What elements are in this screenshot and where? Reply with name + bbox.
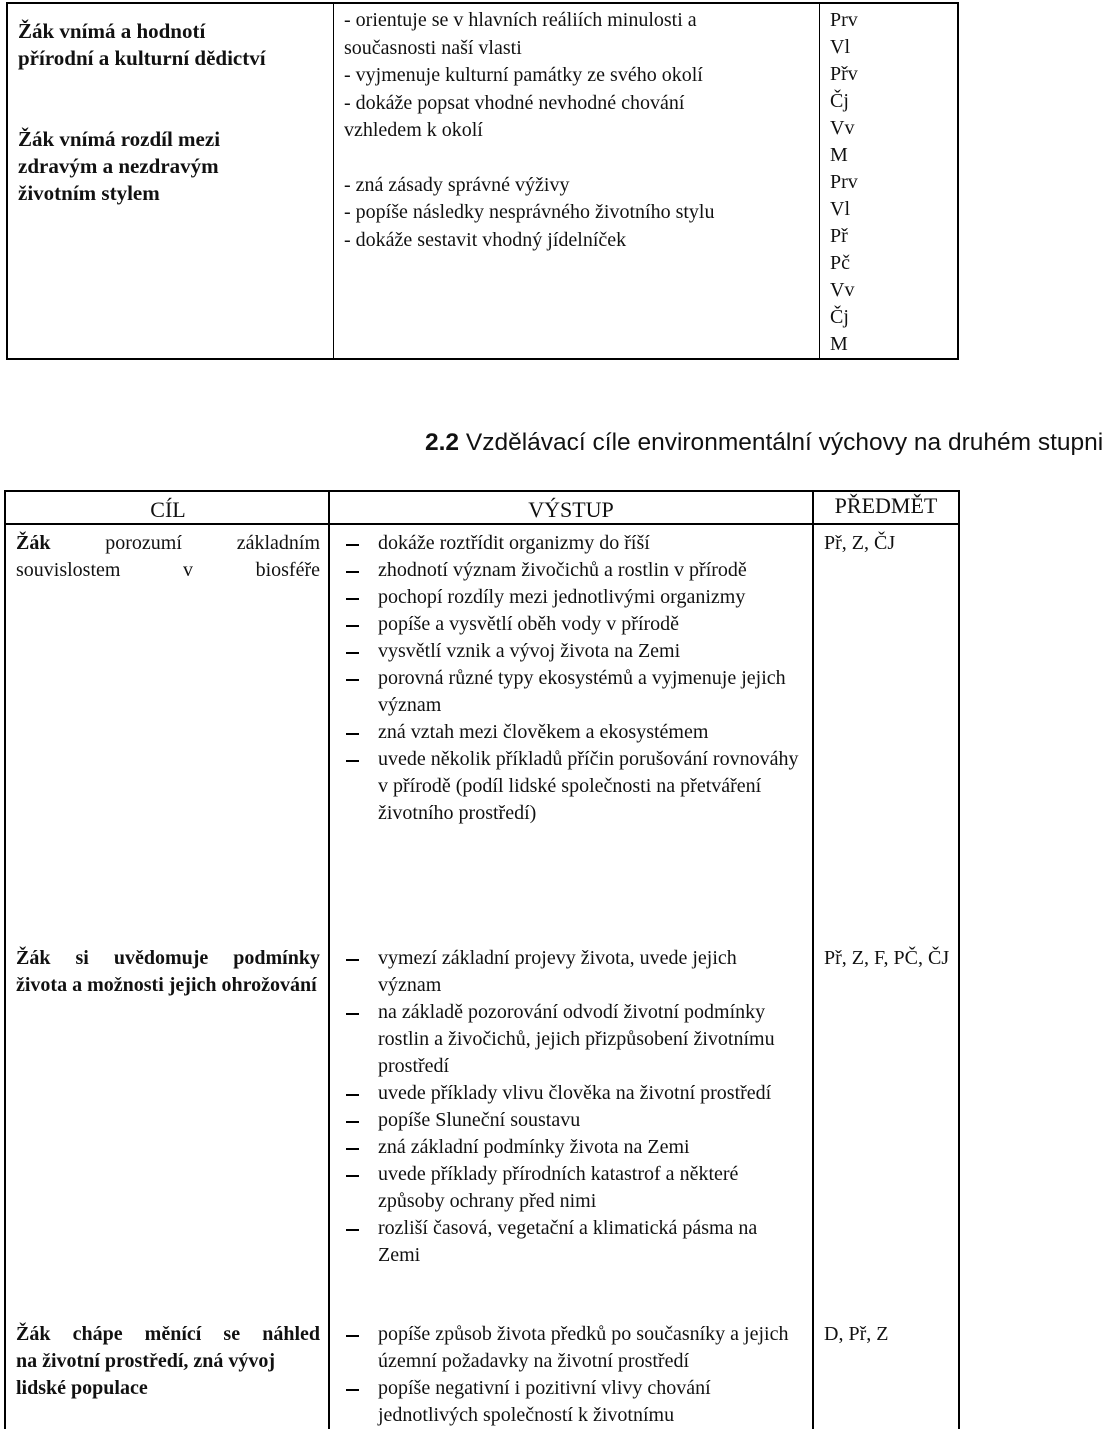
list-item (338, 1215, 804, 1269)
subject-code: M (830, 144, 848, 166)
output-line: - dokáže popsat vhodné nevhodné chování (344, 91, 685, 114)
list-item (338, 1375, 804, 1429)
output-text: zhodnotí význam živočichů a rostlin v přírodě (378, 559, 747, 581)
subject-cell: Př, Z, ČJ (813, 524, 959, 940)
output-line: - orientuje se v hlavních reáliích minulosti a (344, 9, 697, 31)
list-item (338, 1161, 804, 1215)
output-text: zná vztah mezi člověkem a ekosystémem (378, 721, 709, 743)
subject-cell: Př, Z, F, PČ, ČJ (813, 940, 959, 1316)
list-item (338, 611, 804, 638)
goal-line: Žák vnímá a hodnotí (18, 19, 206, 43)
column-header-subject: PŘEDMĚT (813, 491, 959, 524)
goal-line: života a možnosti jejich ohrožování (16, 974, 317, 996)
output-text: vysvětlí vznik a vývoj života na Zemi (378, 640, 681, 662)
output-list (338, 530, 804, 827)
subject-cell: D, Př, Z (813, 1316, 959, 1429)
list-item (338, 665, 804, 719)
list-item (338, 530, 804, 557)
goal-line: zdravým a nezdravým (18, 154, 219, 178)
subject-code: Vv (830, 117, 855, 139)
subject-code: Vl (830, 36, 850, 58)
subject-code: Přv (830, 63, 858, 85)
section-title: Vzdělávací cíle environmentální výchovy na druhém stupni (465, 429, 1103, 456)
output-cell (334, 3, 820, 359)
output-text: vymezí základní projevy života, uvede jejich význam (378, 947, 737, 996)
output-cell (329, 940, 813, 1316)
output-text: dokáže roztřídit organizmy do říší (378, 532, 650, 554)
output-line: současnosti naší vlasti (344, 36, 522, 59)
goal-cell (5, 524, 329, 940)
table-row (5, 524, 959, 940)
output-line: - zná zásady správné výživy (344, 173, 570, 196)
goal-text (16, 945, 320, 999)
section-heading (425, 427, 1103, 459)
table-header-row (5, 491, 959, 524)
column-header-output: VÝSTUP (329, 491, 813, 524)
goal-line: přírodní a kulturní dědictví (18, 46, 266, 70)
goal-line: na životní prostředí, zná vývoj lidské populace (16, 1350, 276, 1399)
goal-text (16, 530, 320, 584)
goal-line: Žák vnímá rozdíl mezi (18, 127, 221, 151)
output-line: - dokáže sestavit vhodný jídelníček (344, 228, 627, 251)
output-text: uvede příklady přírodních katastrof a některé způsoby ochrany před nimi (378, 1163, 739, 1212)
subject-code: Čj (830, 90, 849, 112)
table-row (7, 3, 958, 359)
output-line: vzhledem k okolí (344, 119, 483, 141)
goal-line: životním stylem (18, 181, 160, 205)
list-item (338, 1321, 804, 1375)
subject-code: Prv (830, 171, 858, 193)
output-text: popíše a vysvětlí oběh vody v přírodě (378, 613, 680, 635)
goal-subject: Žák (16, 532, 51, 554)
subject-code: Čj (830, 306, 849, 328)
output-cell (329, 524, 813, 940)
output-text: na základě pozorování odvodí životní podmínky rostlin a živočichů, jejich přizpůsobení životnímu prostředí (378, 1001, 775, 1077)
subject-code: Pč (830, 252, 850, 274)
top-table (6, 2, 959, 360)
output-text: pochopí rozdíly mezi jednotlivými organizmy (378, 586, 746, 608)
list-item (338, 638, 804, 665)
subject-code: Vl (830, 198, 850, 220)
goal-text (16, 1321, 320, 1402)
goals-table (4, 490, 960, 1429)
goal-cell (5, 940, 329, 1316)
goal-line: Žák si uvědomuje podmínky (16, 947, 320, 969)
list-item (338, 945, 804, 999)
output-text: rozliší časová, vegetační a klimatická pásma na Zemi (378, 1217, 758, 1266)
list-item (338, 1080, 804, 1107)
output-line: - vyjmenuje kulturní památky ze svého okolí (344, 64, 703, 86)
output-text: uvede několik příkladů příčin porušování rovnováhy v přírodě (podíl lidské společnosti na přetváření životního prostředí) (378, 748, 799, 824)
output-line: - popíše následky nesprávného životního stylu (344, 201, 715, 223)
goal-description: porozumí základním souvislostem v biosféře (16, 532, 321, 581)
subject-code: Př (830, 225, 848, 247)
table-row (5, 1316, 959, 1429)
output-text: popíše Sluneční soustavu (378, 1109, 581, 1131)
list-item (338, 746, 804, 827)
output-text: popíše negativní i pozitivní vlivy chování jednotlivých společností k životnímu (378, 1377, 711, 1426)
output-list (338, 945, 804, 1269)
subject-code: M (830, 333, 848, 355)
output-text: zná základní podmínky života na Zemi (378, 1136, 690, 1158)
subject-code: Prv (830, 9, 858, 31)
output-cell (329, 1316, 813, 1429)
list-item (338, 999, 804, 1080)
subject-code: Vv (830, 279, 855, 301)
list-item (338, 719, 804, 746)
section-number: 2.2 (425, 429, 460, 456)
goal-line: Žák chápe měnící se náhled (16, 1323, 320, 1345)
list-item (338, 1134, 804, 1161)
output-text: popíše způsob života předků po současníky a jejich územní požadavky na životní prostředí (378, 1323, 789, 1372)
goal-cell (5, 1316, 329, 1429)
table-row (5, 940, 959, 1316)
subject-cell (820, 3, 959, 359)
list-item (338, 584, 804, 611)
column-header-goal: CÍL (5, 491, 329, 524)
goal-cell (7, 3, 334, 359)
list-item (338, 1107, 804, 1134)
output-text: porovná různé typy ekosystémů a vyjmenuje jejich význam (378, 667, 786, 716)
list-item (338, 557, 804, 584)
output-text: uvede příklady vlivu člověka na životní prostředí (378, 1082, 772, 1104)
output-list (338, 1321, 804, 1429)
